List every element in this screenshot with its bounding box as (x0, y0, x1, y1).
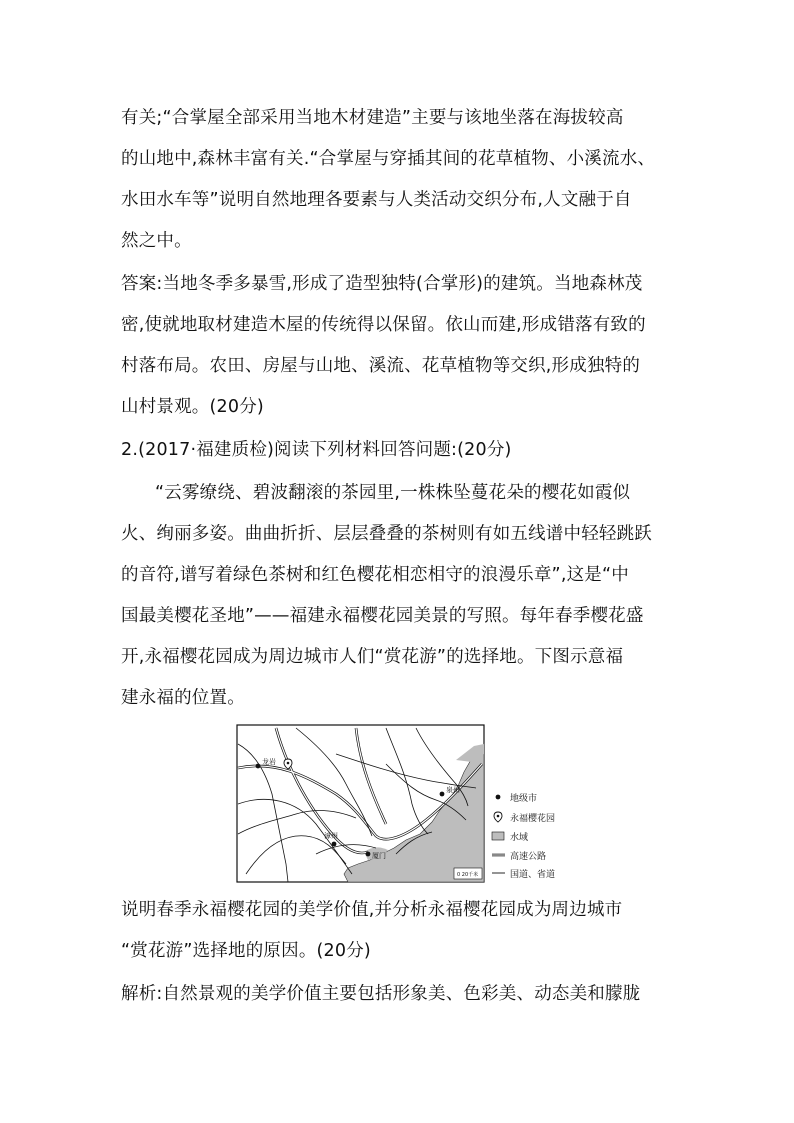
city-label-quanzhou: 泉州 (446, 786, 460, 794)
question-heading: 2.(2017·福建质检)阅读下列材料回答问题:(20分) (121, 440, 512, 460)
city-dot (256, 764, 261, 769)
map-legend (492, 792, 555, 880)
map-svg (236, 724, 556, 884)
text-line: 然之中。 (121, 231, 192, 251)
answer-line: 密,使就地取材建造木屋的传统得以保留。依山而建,形成错落有致的 (121, 315, 646, 335)
city-dot (366, 852, 371, 857)
text-line: 有关;“合掌屋全部采用当地木材建造”主要与该地坐落在海拔较高 (121, 108, 624, 128)
material-line: “云雾缭绕、碧波翻滚的茶园里,一株株坠蔓花朵的樱花如霞似 (155, 483, 631, 503)
legend-highway: 高速公路 (510, 852, 547, 862)
legend-water-icon (492, 832, 504, 840)
material-line: 开,永福樱花园成为周边城市人们“赏花游”的选择地。下图示意福 (121, 647, 624, 667)
legend-water: 水域 (510, 833, 529, 843)
material-line: 火、绚丽多姿。曲曲折折、层层叠叠的茶树则有如五线谱中轻轻跳跃 (121, 524, 652, 544)
answer-line: 山村景观。(20分) (121, 397, 264, 417)
location-map (236, 724, 556, 884)
legend-city-icon (496, 795, 501, 800)
legend-garden: 永福樱花园 (510, 814, 556, 824)
city-dot (332, 842, 337, 847)
answer-line: 村落布局。农田、房屋与山地、溪流、花草植物等交织,形成独特的 (121, 356, 641, 376)
city-dot (440, 792, 445, 797)
legend-pin-icon (494, 812, 502, 822)
legend-city: 地级市 (510, 794, 538, 804)
material-line: 国最美樱花圣地”——福建永福樱花园美景的写照。每年春季樱花盛 (121, 606, 644, 626)
city-label-xiamen: 厦门 (372, 852, 386, 860)
answer-line: 答案:当地冬季多暴雪,形成了造型独特(合掌形)的建筑。当地森林茂 (121, 274, 643, 294)
question-line: 说明春季永福樱花园的美学价值,并分析永福樱花园成为周边城市 (121, 900, 623, 920)
legend-road: 国道、省道 (510, 870, 556, 880)
text-line: 水田水车等”说明自然地理各要素与人类活动交织分布,人文融于自 (121, 190, 632, 210)
question-line: “赏花游”选择地的原因。(20分) (121, 941, 371, 961)
text-line: 的山地中,森林丰富有关.“合掌屋与穿插其间的花草植物、小溪流水、 (121, 149, 656, 169)
material-line: 建永福的位置。 (121, 688, 245, 708)
material-line: 的音符,谱写着绿色茶树和红色樱花相恋相守的浪漫乐章”,这是“中 (121, 565, 629, 585)
city-label-longyan: 龙岩 (262, 758, 276, 766)
analysis-line: 解析:自然景观的美学价值主要包括形象美、色彩美、动态美和朦胧 (121, 984, 641, 1004)
city-label-zhangzhou: 漳州 (324, 832, 338, 840)
scale-label: 0 20千米 (457, 872, 479, 878)
